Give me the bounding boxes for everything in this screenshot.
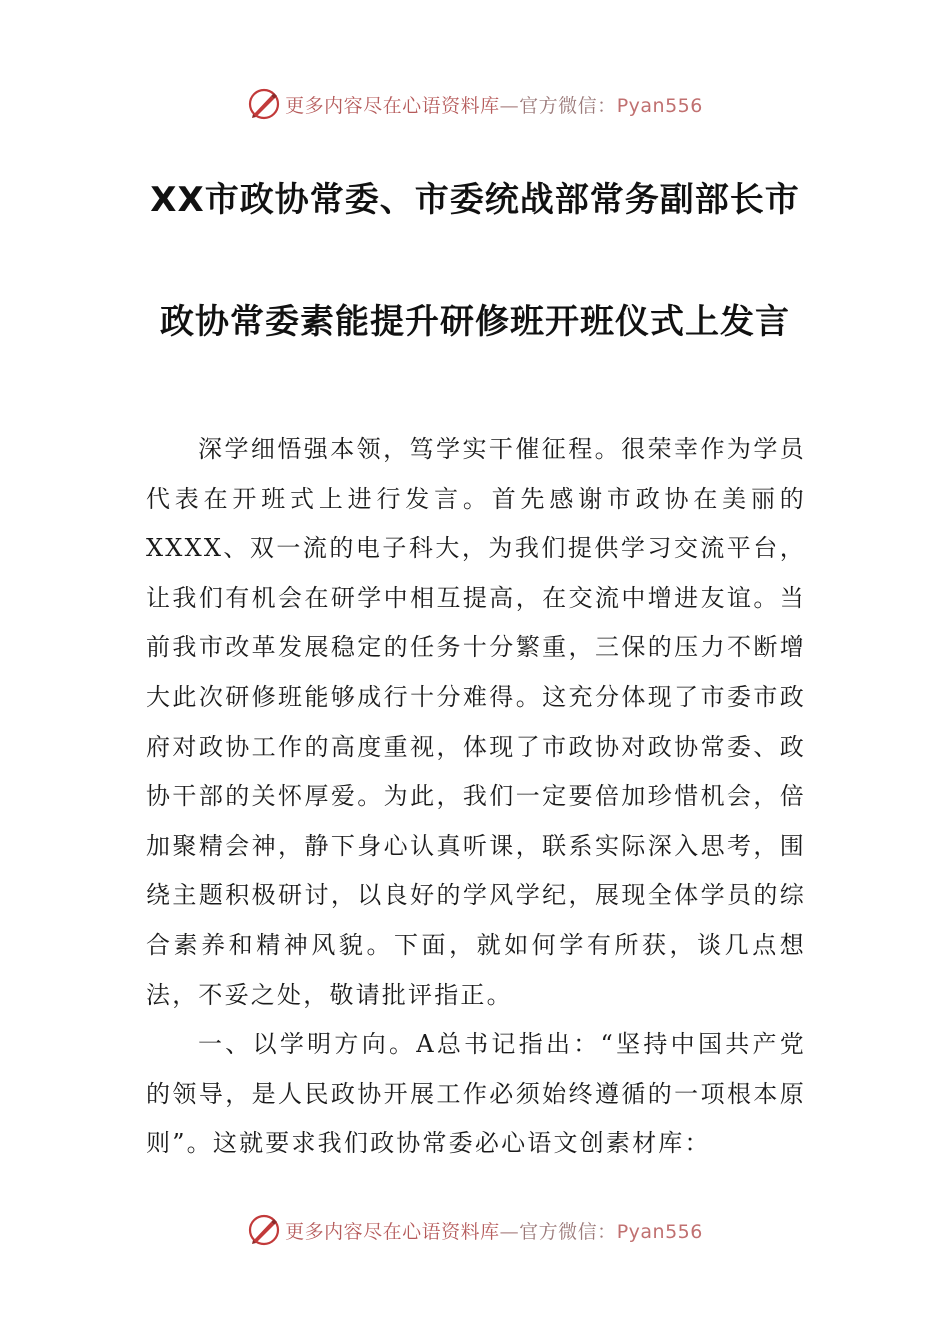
body-paragraph: 一、以学明方向。A总书记指出：“坚持中国共产党的领导，是人民政协开展工作必须始终遵循的一项根本原则”。这就要求我们政协常委必心语文创素材库： <box>146 1030 806 1158</box>
watermark-site-text: 更多内容尽在心语资料库 <box>285 1220 500 1243</box>
watermark-text <box>285 1217 703 1244</box>
watermark-handle: Pyan556 <box>616 94 703 117</box>
watermark-text <box>285 91 703 118</box>
watermark-official-label: 官方微信： <box>519 1220 617 1243</box>
document-title-line1: XX市政协常委、市委统战部常务副部长市 <box>150 180 800 220</box>
document-body <box>146 425 806 1169</box>
pen-circle-logo-icon <box>247 1213 281 1247</box>
body-paragraph: 深学细悟强本领，笃学实干催征程。很荣幸作为学员代表在开班式上进行发言。首先感谢市政协在美丽的XXXX、双一流的电子科大，为我们提供学习交流平台，让我们有机会在研学中相互提高，在交流中增进友谊。当前我市改革发展稳定的任务十分繁重，三保的压力不断增大此次研修班能够成行十分难得。这充分体现了市委市政府对政协工作的高度重视，体现了市政协对政协常委、政协干部的关怀厚爱。为此，我们一定要倍加珍惜机会，倍加聚精会神，静下身心认真听课，联系实际深入思考，围绕主题积极研讨，以良好的学风学纪，展现全体学员的综合素养和精神风貌。下面，就如何学有所获，谈几点想法，不妥之处，敬请批评指正。 <box>146 435 806 1009</box>
pen-circle-logo-icon <box>247 87 281 121</box>
watermark-banner-top <box>0 84 950 124</box>
watermark-handle: Pyan556 <box>616 1220 703 1243</box>
watermark-official-label: 官方微信： <box>519 94 617 117</box>
watermark-separator: — <box>499 1220 520 1243</box>
watermark-banner-bottom <box>0 1210 950 1250</box>
watermark-separator: — <box>499 94 520 117</box>
watermark-site-text: 更多内容尽在心语资料库 <box>285 94 500 117</box>
document-title-line2: 政协常委素能提升研修班开班仪式上发言 <box>160 302 790 342</box>
